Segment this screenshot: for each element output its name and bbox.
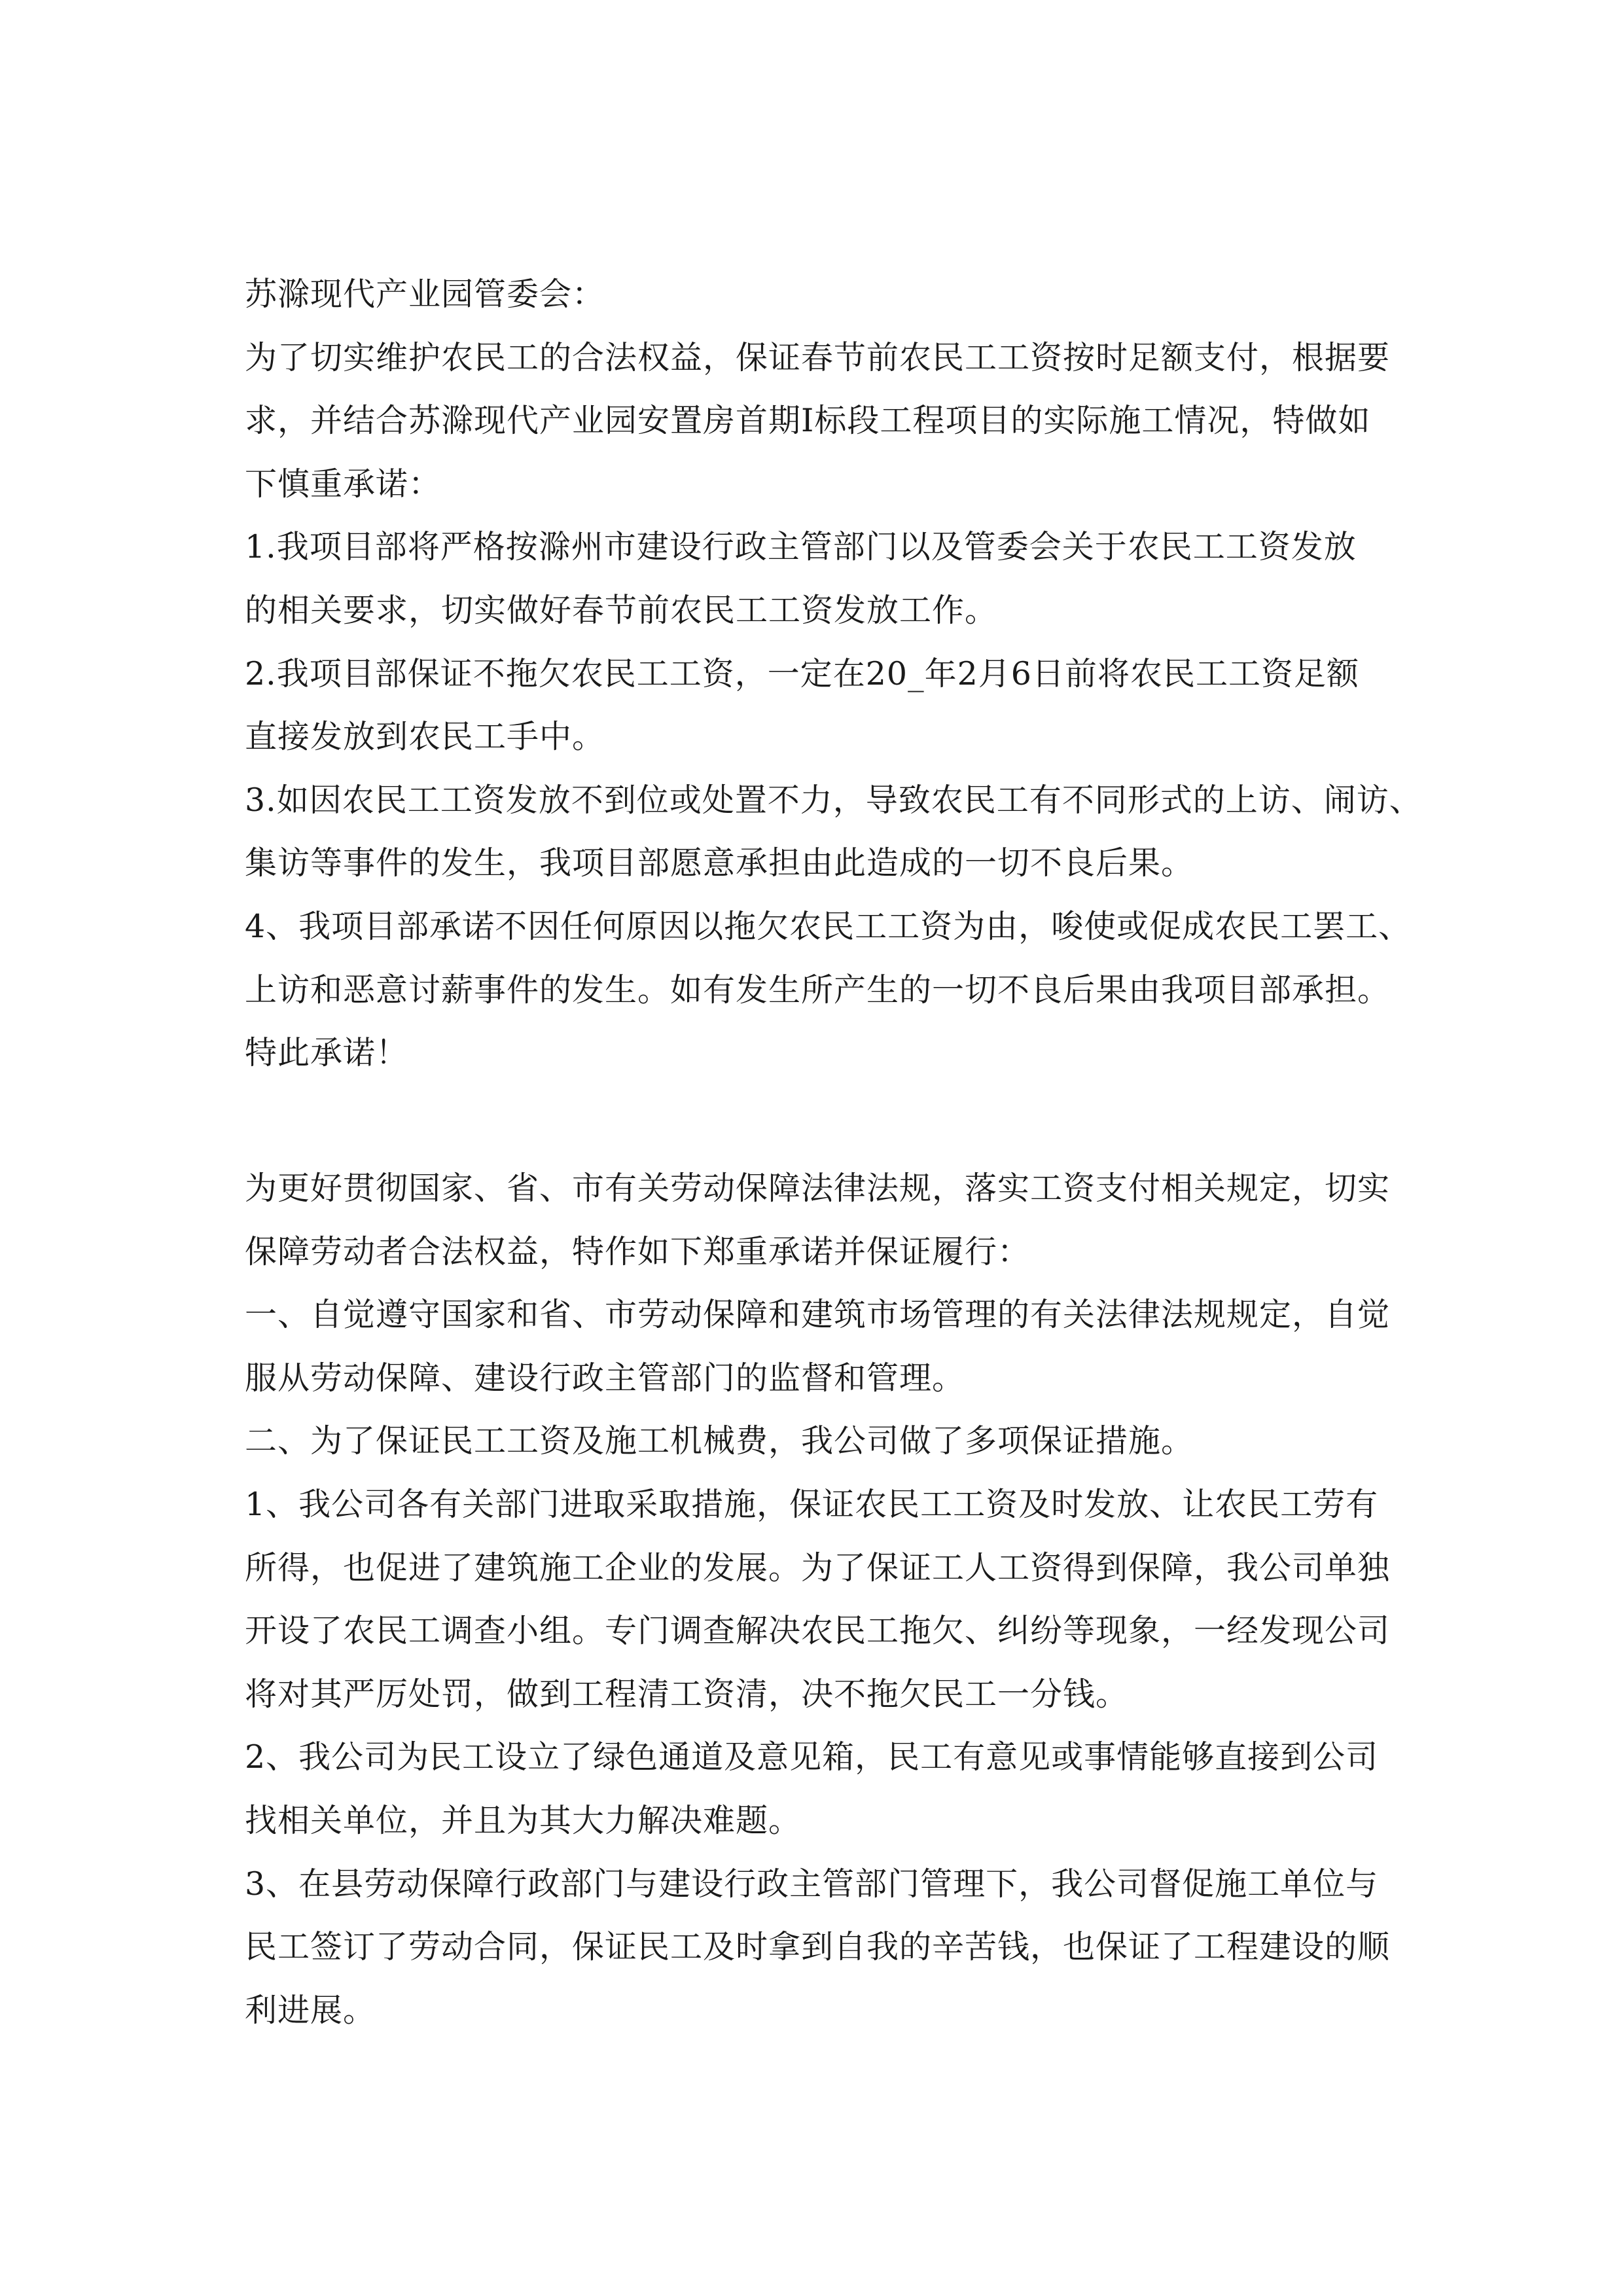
letter-1-line: 求，并结合苏滁现代产业园安置房首期Ⅰ标段工程项目的实际施工情况，特做如 (245, 402, 1371, 440)
letter-1-line: 4、我项目部承诺不因任何原因以拖欠农民工工资为由，唆使或促成农民工罢工、 (245, 907, 1412, 945)
letter-2-line: 保障劳动者合法权益，特作如下郑重承诺并保证履行： (245, 1232, 1031, 1270)
letter-1-line: 下慎重承诺： (245, 465, 442, 503)
letter-1-line: 集访等事件的发生，我项目部愿意承担由此造成的一切不良后果。 (245, 844, 1194, 882)
letter-2-line: 将对其严厉处罚，做到工程清工资清，决不拖欠民工一分钱。 (245, 1675, 1129, 1713)
letter-2-line: 一、自觉遵守国家和省、市劳动保障和建筑市场管理的有关法律法规规定，自觉 (245, 1296, 1391, 1334)
letter-1-line: 1.我项目部将严格按滁州市建设行政主管部门以及管委会关于农民工工资发放 (245, 528, 1357, 566)
letter-2-line: 服从劳动保障、建设行政主管部门的监督和管理。 (245, 1359, 965, 1397)
letter-1-line: 苏滁现代产业园管委会： (245, 276, 605, 313)
letter-2-line: 利进展。 (245, 1991, 376, 2029)
letter-1-line: 的相关要求，切实做好春节前农民工工资发放工作。 (245, 591, 998, 629)
commitment-letter-1 (245, 263, 1422, 1085)
letter-1-line: 特此承诺！ (245, 1034, 409, 1072)
letter-1-line: 2.我项目部保证不拖欠农民工工资，一定在20_年2月6日前将农民工工资足额 (245, 655, 1359, 692)
letter-2-line: 找相关单位，并且为其大力解决难题。 (245, 1801, 802, 1839)
letter-2-line: 为更好贯彻国家、省、市有关劳动保障法律法规，落实工资支付相关规定，切实 (245, 1170, 1391, 1207)
letter-2-line: 开设了农民工调查小组。专门调查解决农民工拖欠、纠纷等现象，一经发现公司 (245, 1612, 1391, 1650)
commitment-letter-2 (245, 1157, 1391, 2042)
letter-1-line: 直接发放到农民工手中。 (245, 718, 605, 756)
letter-2-line: 所得，也促进了建筑施工企业的发展。为了保证工人工资得到保障，我公司单独 (245, 1549, 1391, 1587)
letter-2-line: 1、我公司各有关部门进取采取措施，保证农民工工资及时发放、让农民工劳有 (245, 1485, 1379, 1523)
letter-2-line: 3、在县劳动保障行政部门与建设行政主管部门管理下，我公司督促施工单位与 (245, 1865, 1379, 1903)
letter-1-line: 3.如因农民工工资发放不到位或处置不力，导致农民工有不同形式的上访、闹访、 (245, 781, 1422, 819)
letter-2-line: 民工签订了劳动合同，保证民工及时拿到自我的辛苦钱，也保证了工程建设的顺 (245, 1928, 1391, 1966)
letter-1-line: 上访和恶意讨薪事件的发生。如有发生所产生的一切不良后果由我项目部承担。 (245, 971, 1391, 1009)
letter-1-line: 为了切实维护农民工的合法权益，保证春节前农民工工资按时足额支付，根据要 (245, 338, 1391, 376)
letter-2-line: 二、为了保证民工工资及施工机械费，我公司做了多项保证措施。 (245, 1422, 1194, 1460)
letter-2-line: 2、我公司为民工设立了绿色通道及意见箱，民工有意见或事情能够直接到公司 (245, 1738, 1379, 1776)
